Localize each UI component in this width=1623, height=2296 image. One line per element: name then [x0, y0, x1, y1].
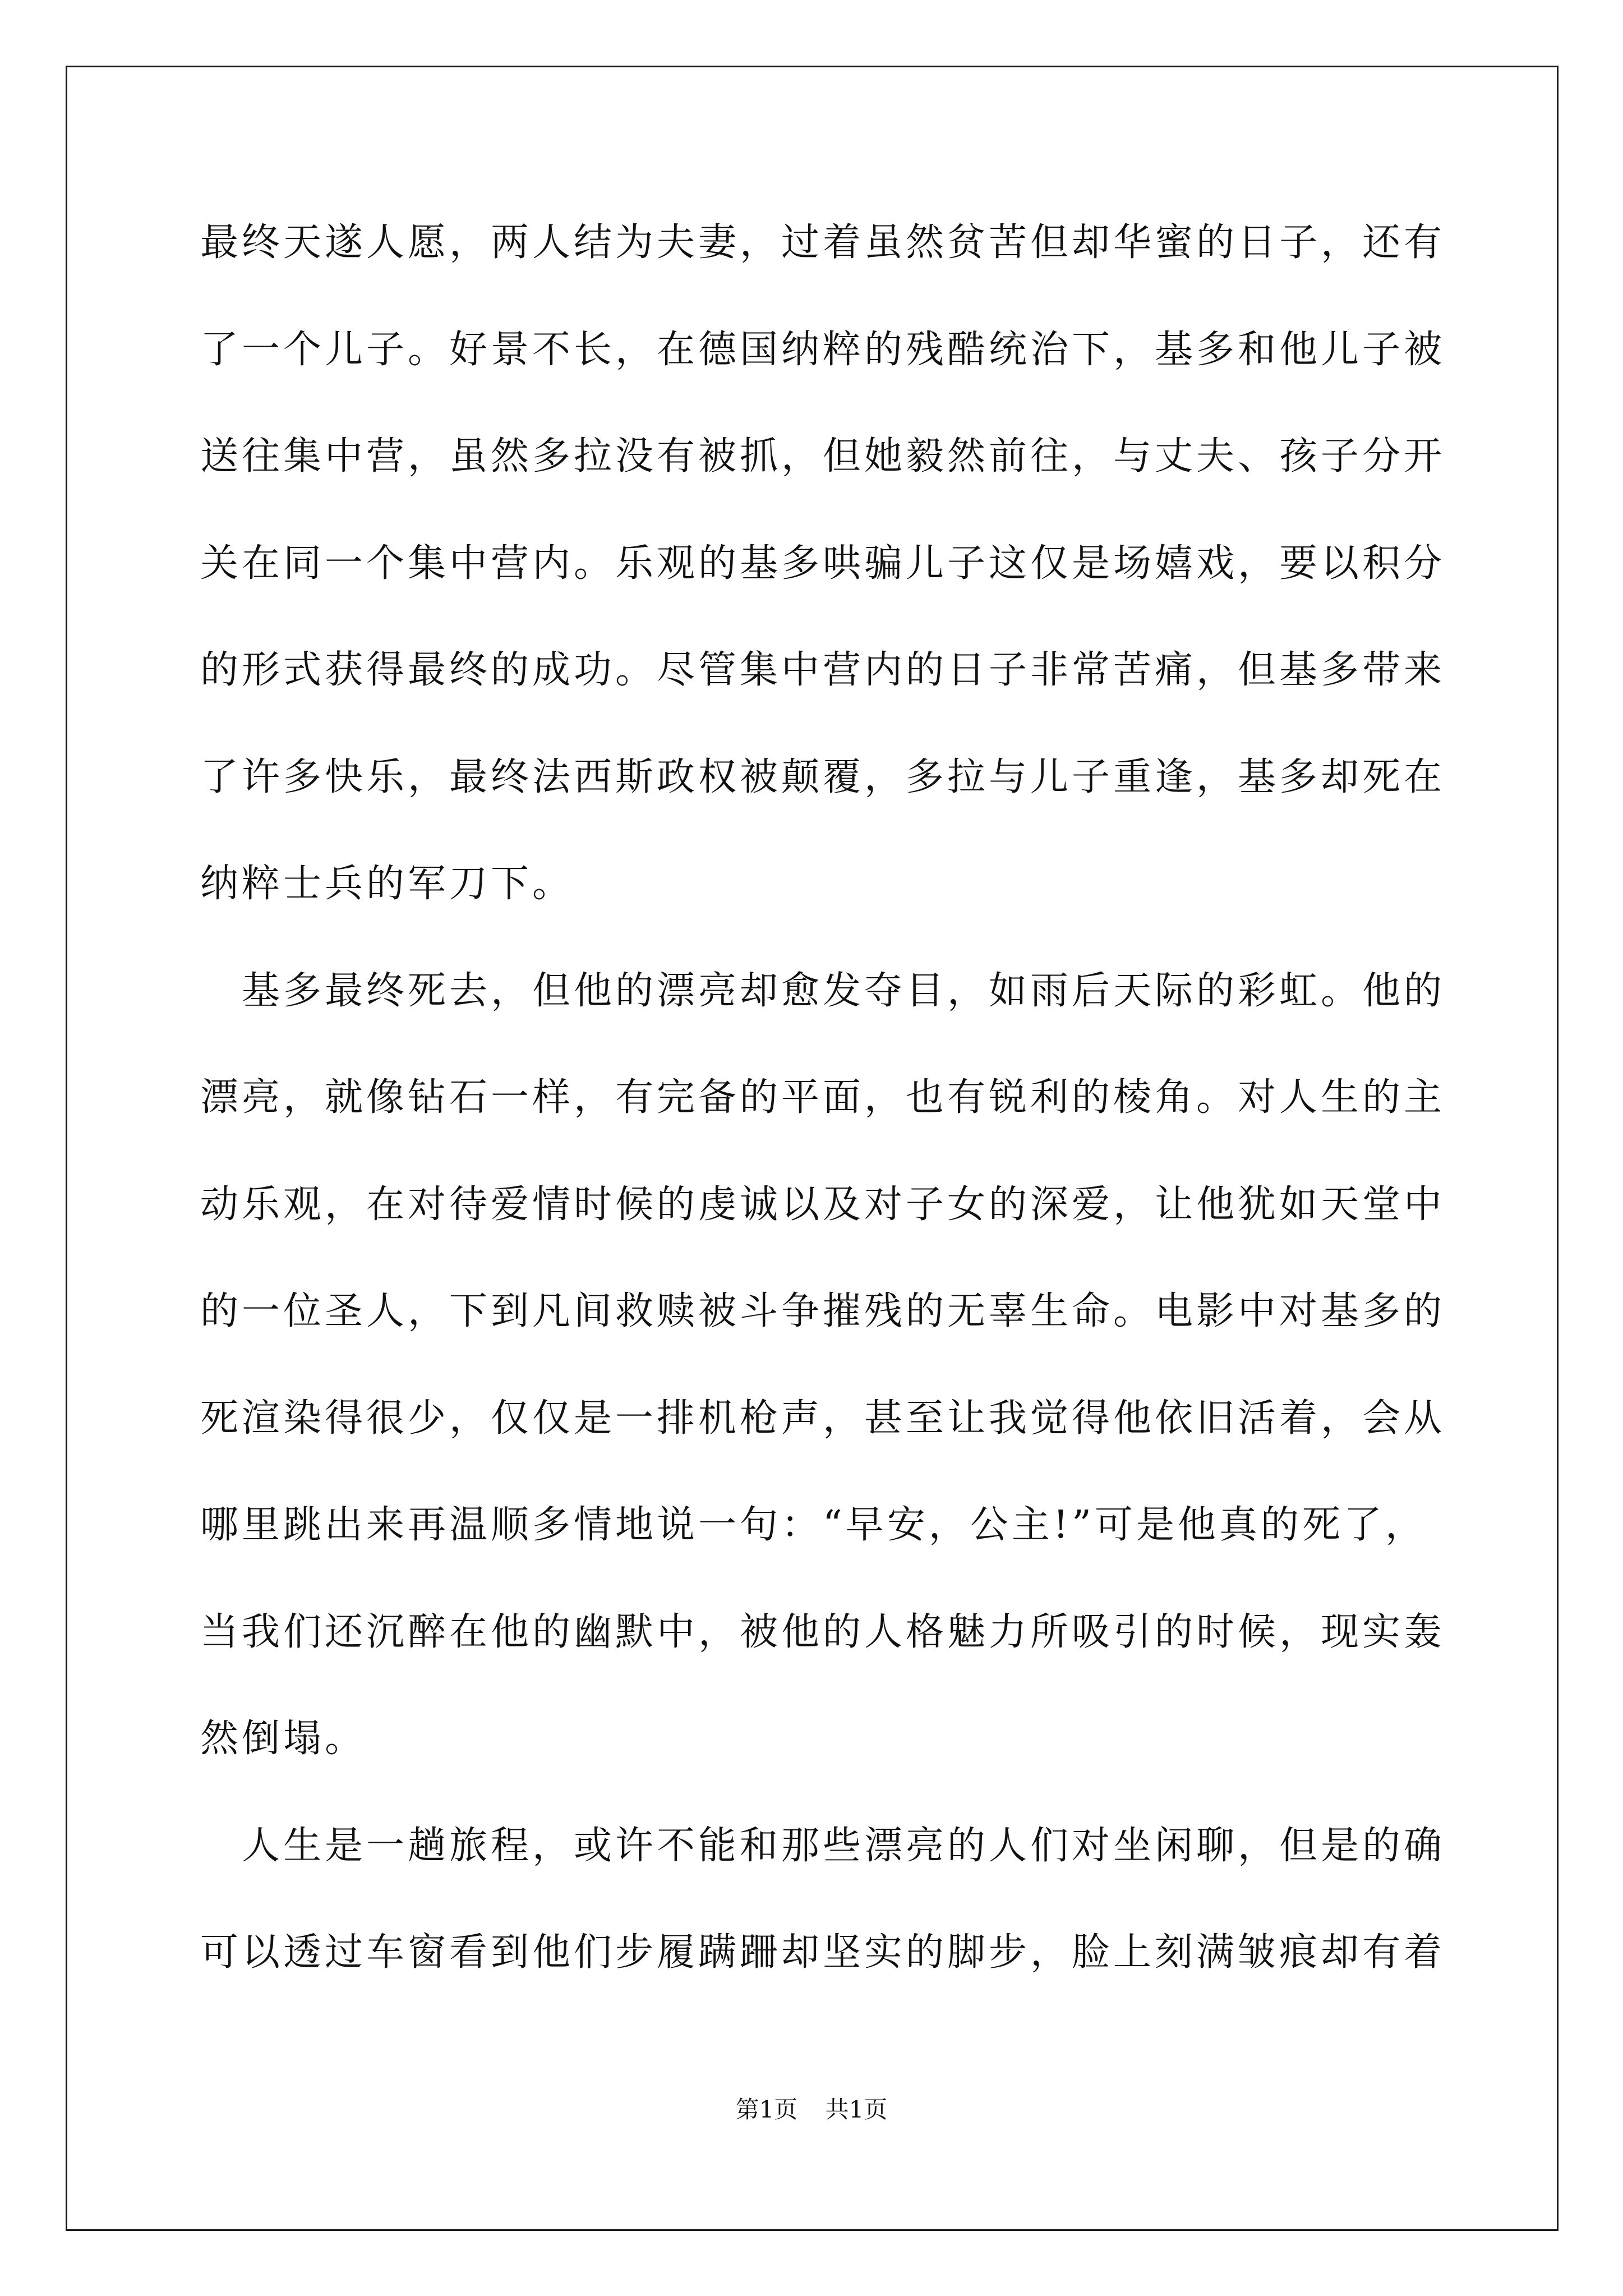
text-line: 哪里跳出来再温顺多情地说一句：“早安，公主!”可是他真的死了， [200, 1503, 1427, 1547]
text-line: 当我们还沉醉在他的幽默中，被他的人格魅力所吸引的时候，现实轰 [200, 1609, 1445, 1654]
text-line: 送往集中营，虽然多拉没有被抓，但她毅然前往，与丈夫、孩子分开 [200, 434, 1445, 478]
paragraph-2 [200, 938, 1445, 1793]
page-number-current: 第1页 [735, 2096, 798, 2123]
text-line: 关在同一个集中营内。乐观的基多哄骗儿子这仅是场嬉戏，要以积分 [200, 541, 1445, 586]
text-line: 的一位圣人，下到凡间救赎被斗争摧残的无辜生命。电影中对基多的 [200, 1289, 1445, 1333]
text-line: 动乐观，在对待爱情时候的虔诚以及对子女的深爱，让他犹如天堂中 [200, 1182, 1445, 1227]
text-line: 纳粹士兵的军刀下。 [200, 862, 574, 906]
text-line: 漂亮，就像钻石一样，有完备的平面，也有锐利的棱角。对人生的主 [200, 1075, 1445, 1120]
text-line: 然倒塌。 [200, 1717, 367, 1761]
text-line: 了许多快乐，最终法西斯政权被颠覆，多拉与儿子重逢，基多却死在 [200, 754, 1445, 799]
text-line: 人生是一趟旅程，或许不能和那些漂亮的人们对坐闲聊，但是的确 [200, 1823, 1445, 1868]
paragraph-1 [200, 190, 1445, 938]
text-line: 死渲染得很少，仅仅是一排机枪声，甚至让我觉得他依旧活着，会从 [200, 1396, 1445, 1441]
document-body [200, 190, 1445, 2007]
text-line: 可以透过车窗看到他们步履蹒跚却坚实的脚步，脸上刻满皱痕却有着 [200, 1930, 1445, 1975]
text-line: 基多最终死去，但他的漂亮却愈发夺目，如雨后天际的彩虹。他的 [200, 968, 1445, 1013]
page-footer [0, 2091, 1623, 2125]
text-line: 的形式获得最终的成功。尽管集中营内的日子非常苦痛，但基多带来 [200, 648, 1445, 692]
page-number-total: 共1页 [825, 2096, 888, 2123]
paragraph-3 [200, 1793, 1445, 2007]
text-line: 了一个儿子。好景不长，在德国纳粹的残酷统治下，基多和他儿子被 [200, 327, 1445, 372]
text-line: 最终天遂人愿，两人结为夫妻，过着虽然贫苦但却华蜜的日子，还有 [200, 220, 1445, 265]
